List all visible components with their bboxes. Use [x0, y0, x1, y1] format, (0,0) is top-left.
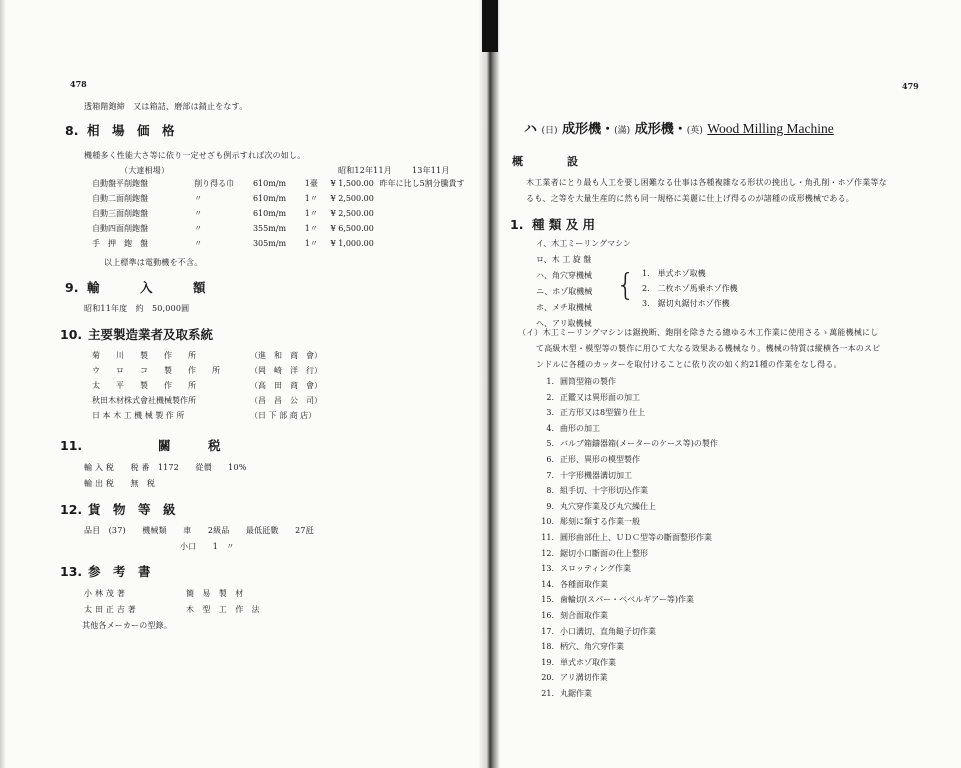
- maker-agent: （日 下 部 商 店）: [250, 411, 317, 420]
- maker-name: 太 平 製 作 所: [92, 381, 196, 390]
- title-jp-mark: (日): [541, 126, 558, 136]
- title-english: Wood Milling Machine: [707, 121, 834, 136]
- operation-item: [530, 561, 718, 577]
- section-title: 關 税: [158, 438, 221, 453]
- intro-line: 透箱階鉋締 又は箱詰、磨部は錆止をなす。: [84, 102, 248, 111]
- price-cell-size: 610m/m: [252, 209, 287, 218]
- section-number: 10.: [60, 327, 83, 342]
- operation-number: 2.: [546, 392, 554, 402]
- section-9-heading: [65, 278, 220, 296]
- operation-number: 15.: [541, 595, 554, 605]
- price-cell-spec: 〃: [194, 194, 203, 203]
- operation-text: 単式ホゾ取作業: [560, 657, 616, 667]
- section-13-heading: [60, 562, 151, 580]
- tenon-subtype: 3. 鋸切丸鋸付ホゾ作機: [642, 299, 730, 308]
- operation-item: [530, 468, 718, 484]
- freight-small-lot: 小口 1 〃: [180, 542, 235, 551]
- reference-3: 其他各メーカーの型錄。: [82, 621, 173, 630]
- machine-kind: ニ、ホゾ取機械: [536, 287, 593, 296]
- price-cell-size: 355m/m: [252, 224, 287, 233]
- section-title: 主要製造業者及取系統: [88, 327, 214, 342]
- operation-number: 1.: [546, 377, 554, 386]
- machine-kind: ヘ、アリ取機械: [536, 319, 592, 328]
- operation-item: [530, 546, 718, 562]
- section-number: 1.: [510, 217, 524, 232]
- operation-item: [530, 436, 718, 452]
- price-cell-p1: ¥ 6,500.00: [330, 224, 374, 233]
- title-en-mark: (英): [686, 126, 703, 136]
- machine-kind: イ、木工ミーリングマシン: [536, 239, 631, 248]
- operation-number: 6.: [546, 454, 554, 464]
- operation-item: [530, 624, 718, 640]
- price-cell-size: 610m/m: [252, 179, 287, 188]
- operation-text: 彫刻に類する作業一般: [560, 517, 640, 527]
- price-cell-p1: ¥ 2,500.00: [330, 209, 374, 218]
- operation-text: 組手切、十字形切込作業: [560, 486, 648, 496]
- operation-number: 21.: [541, 688, 554, 698]
- section-number: 11.: [60, 438, 83, 453]
- operation-item: [530, 514, 718, 530]
- operations-list: [530, 374, 718, 701]
- price-cell-spec: 〃: [194, 224, 203, 233]
- operation-number: 19.: [541, 657, 554, 667]
- tenon-subtype: 2. 二枚ホゾ馬乗ホゾ作機: [642, 284, 738, 293]
- operation-text: 曲形の加工: [560, 423, 600, 433]
- page-number-left: 478: [70, 79, 87, 89]
- price-cell-p2: [380, 221, 486, 236]
- operation-text: 歯輪切(スパー・ベベルギアー等)作業: [560, 595, 695, 605]
- section-title: 輸 入 額: [87, 280, 220, 295]
- grouping-brace: {: [616, 268, 636, 303]
- price-cell-name: 自動二面削鉋盤: [92, 194, 148, 203]
- price-cell-name: 自動四面削鉋盤: [92, 224, 148, 233]
- maker-agent: （岡 崎 洋 行）: [250, 366, 322, 375]
- operation-text: 柄穴、角穴穿作業: [560, 642, 624, 652]
- overview-heading: 概 設: [512, 155, 578, 168]
- milling-paragraph-2: て高級木型・模型等の製作に用ひて大なる效果ある機械なり。機械の特質は縱横各一本のスピ: [536, 344, 881, 353]
- price-table: [92, 176, 486, 251]
- price-cell-size: 610m/m: [252, 194, 287, 203]
- operation-number: 8.: [546, 486, 554, 496]
- maker-name: 菊 川 製 作 所: [92, 351, 196, 360]
- operation-number: 12.: [541, 548, 554, 558]
- import-tax: 輸 入 税 税 番 1172 從價 10%: [84, 463, 247, 472]
- operation-item: [530, 670, 718, 686]
- operation-text: アリ溝切作業: [560, 673, 608, 683]
- price-cell-p1: ¥ 2,500.00: [330, 194, 374, 203]
- maker-agent: （進 和 商 會）: [250, 351, 322, 360]
- operation-number: 3.: [546, 408, 554, 418]
- section-title: 相 場 価 格: [87, 123, 175, 138]
- operation-item: [530, 405, 718, 421]
- operation-text: バルブ箱鑄器箱(メーターのケース等)の製作: [560, 439, 718, 449]
- operation-item: [530, 499, 718, 515]
- maker-agent: （昌 昌 公 司）: [250, 396, 322, 405]
- operation-number: 20.: [541, 673, 554, 683]
- operation-number: 16.: [541, 610, 554, 620]
- operation-number: 7.: [546, 470, 554, 480]
- price-row: [92, 191, 486, 206]
- section-8-heading: [65, 121, 175, 139]
- milling-paragraph-1: （イ）木工ミーリングマシンは鋸挽断、鉋削を除きたる總ゆる木工作業に使用さるゝ萬能機械にし: [518, 328, 879, 337]
- title-manchu-mark: (滿): [614, 126, 631, 136]
- price-cell-p1: ¥ 1,500.00: [330, 179, 374, 188]
- price-cell-qty: 1〃: [304, 239, 318, 248]
- operation-item: [530, 655, 718, 671]
- price-cell-qty: 1〃: [304, 224, 318, 233]
- maker-names: [92, 348, 220, 423]
- operation-item: [530, 390, 718, 406]
- operation-item: [530, 530, 718, 546]
- milling-paragraph-3: ンドルに各種のカッターを取付けることに依り次の如く約21種の作業をなし得る。: [536, 360, 842, 369]
- operation-number: 4.: [546, 423, 554, 433]
- price-cell-spec: 削り得る巾: [194, 179, 235, 188]
- price-row: [92, 206, 486, 221]
- section-title: 参 考 書: [88, 564, 151, 579]
- price-cell-p2: [380, 206, 486, 221]
- price-cell-qty: 1〃: [304, 194, 318, 203]
- right-page: [490, 0, 961, 768]
- page-number-right: 479: [902, 81, 919, 91]
- machine-kind: ロ、木 工 旋 盤: [536, 255, 592, 264]
- operation-item: [530, 577, 718, 593]
- column-date-1: 昭和12年11月: [338, 166, 392, 175]
- title-prefix: ハ: [524, 122, 538, 137]
- machine-kind: ハ、角穴穿機械: [536, 271, 592, 280]
- export-tax: 輸 出 税 無 税: [84, 479, 156, 488]
- price-cell-p1: ¥ 1,000.00: [330, 239, 374, 248]
- operation-number: 9.: [546, 501, 554, 511]
- reference-1-author: 小 林 茂 著: [84, 589, 126, 598]
- operation-number: 10.: [541, 517, 554, 527]
- tenon-machine-subtypes: [642, 266, 738, 311]
- operation-number: 11.: [541, 532, 554, 542]
- operation-text: 各種面取作業: [560, 579, 608, 589]
- price-note: 以上標準は電動機を不含。: [104, 258, 203, 267]
- price-cell-spec: 〃: [194, 209, 203, 218]
- operation-item: [530, 483, 718, 499]
- operation-text: 丸穴穿作業及び丸穴繰仕上: [560, 501, 656, 511]
- section-11-heading: [60, 436, 221, 454]
- maker-name: 日 本 木 工 機 械 製 作 所: [92, 411, 185, 420]
- operation-number: 5.: [546, 439, 554, 449]
- operation-text: 正方形又は8型猫り仕上: [560, 408, 646, 418]
- reference-1-title: 簡 易 製 材: [186, 589, 244, 598]
- operation-text: 圓形曲部仕上、ＵＤＣ型等の斷面整形作業: [560, 532, 712, 542]
- price-cell-p2: [380, 236, 486, 251]
- section-number: 8.: [65, 123, 79, 138]
- operation-text: 丸鋸作業: [560, 688, 592, 698]
- overview-line-1: 木工業者にとり最も人工を要し困難なる仕事は各種複雜なる形状の挽出し・角孔削・ホゾ作業等な: [526, 178, 887, 187]
- operation-item: [530, 592, 718, 608]
- operation-item: [530, 639, 718, 655]
- section-12-heading: [60, 500, 176, 518]
- price-description: 機種多く性能大さ等に依り一定せざも例示すれば次の如し。: [84, 151, 306, 160]
- operation-text: 鋸切小口斷面の仕上整形: [560, 548, 648, 558]
- overview-line-2: るも、之等を大量生産的に然も同一規格に美麗に仕上げ得るのが諸種の成形機械である。: [526, 194, 854, 203]
- operation-item: [530, 608, 718, 624]
- column-date-2: 13年11月: [412, 166, 450, 175]
- price-cell-name: 自動盤平削鉋盤: [92, 179, 148, 188]
- operation-number: 18.: [541, 642, 554, 652]
- machine-kind: ホ、メチ取機械: [536, 303, 592, 312]
- price-cell-size: 305m/m: [252, 239, 287, 248]
- operation-number: 14.: [541, 579, 554, 589]
- section-number: 9.: [65, 280, 79, 295]
- price-row: [92, 221, 486, 236]
- price-cell-p2: 昨年に比し5割分騰貴す: [379, 179, 465, 188]
- operation-text: 正鑑又は異形面の加工: [560, 392, 640, 402]
- operation-item: [530, 421, 718, 437]
- section-number: 12.: [60, 502, 83, 517]
- title-separator: ・: [673, 122, 687, 137]
- import-amount: 昭和11年度 約 50,000圓: [84, 304, 190, 313]
- tenon-subtype: 1. 単式ホゾ取機: [642, 269, 706, 278]
- market-label: （大達相場）: [120, 166, 170, 175]
- operation-number: 13.: [541, 564, 554, 574]
- operation-text: 十字形機器溝切加工: [560, 470, 632, 480]
- price-cell-name: 手 押 鉋 盤: [92, 239, 148, 248]
- price-row: [92, 176, 486, 191]
- maker-agents: [250, 348, 322, 423]
- freight-class: 品目 (37) 機械類 車 2級品 最低瓩數 27瓩: [84, 526, 314, 535]
- price-cell-qty: 1〃: [304, 209, 318, 218]
- maker-name: ウ ロ コ 製 作 所: [92, 366, 220, 375]
- price-row: [92, 236, 486, 251]
- price-cell-qty: 1臺: [304, 179, 318, 188]
- reference-2-title: 木 型 工 作 法: [186, 605, 260, 614]
- price-cell-name: 自動三面削鉋盤: [92, 209, 148, 218]
- price-cell-spec: 〃: [194, 239, 203, 248]
- section-10-heading: [60, 325, 213, 343]
- section-number: 13.: [60, 564, 83, 579]
- title-jp: 成形機: [562, 122, 602, 137]
- operation-text: スロッティング作業: [560, 564, 632, 574]
- chapter-title: [524, 118, 834, 137]
- title-separator: ・: [601, 122, 615, 137]
- operation-item: [530, 374, 718, 390]
- operation-item: [530, 452, 718, 468]
- operation-text: 小口溝切、直角鎚子切作業: [560, 626, 656, 636]
- reference-2-author: 太 田 正 吉 著: [84, 605, 136, 614]
- operation-number: 17.: [541, 626, 554, 636]
- section-title: 種 類 及 用: [532, 217, 596, 232]
- operation-item: [530, 686, 718, 702]
- operation-text: 正形、異形の模型製作: [560, 454, 640, 464]
- title-manchu: 成形機: [634, 122, 674, 137]
- price-cell-p2: [380, 191, 486, 206]
- section-1-heading: [510, 215, 595, 233]
- section-title: 貨 物 等 級: [88, 502, 176, 517]
- operation-text: 刻合面取作業: [560, 610, 608, 620]
- maker-name: 秋田木材株式會社機械製作所: [92, 396, 196, 405]
- operation-text: 圓筒型箱の製作: [560, 377, 616, 386]
- maker-agent: （高 田 商 會）: [250, 381, 322, 390]
